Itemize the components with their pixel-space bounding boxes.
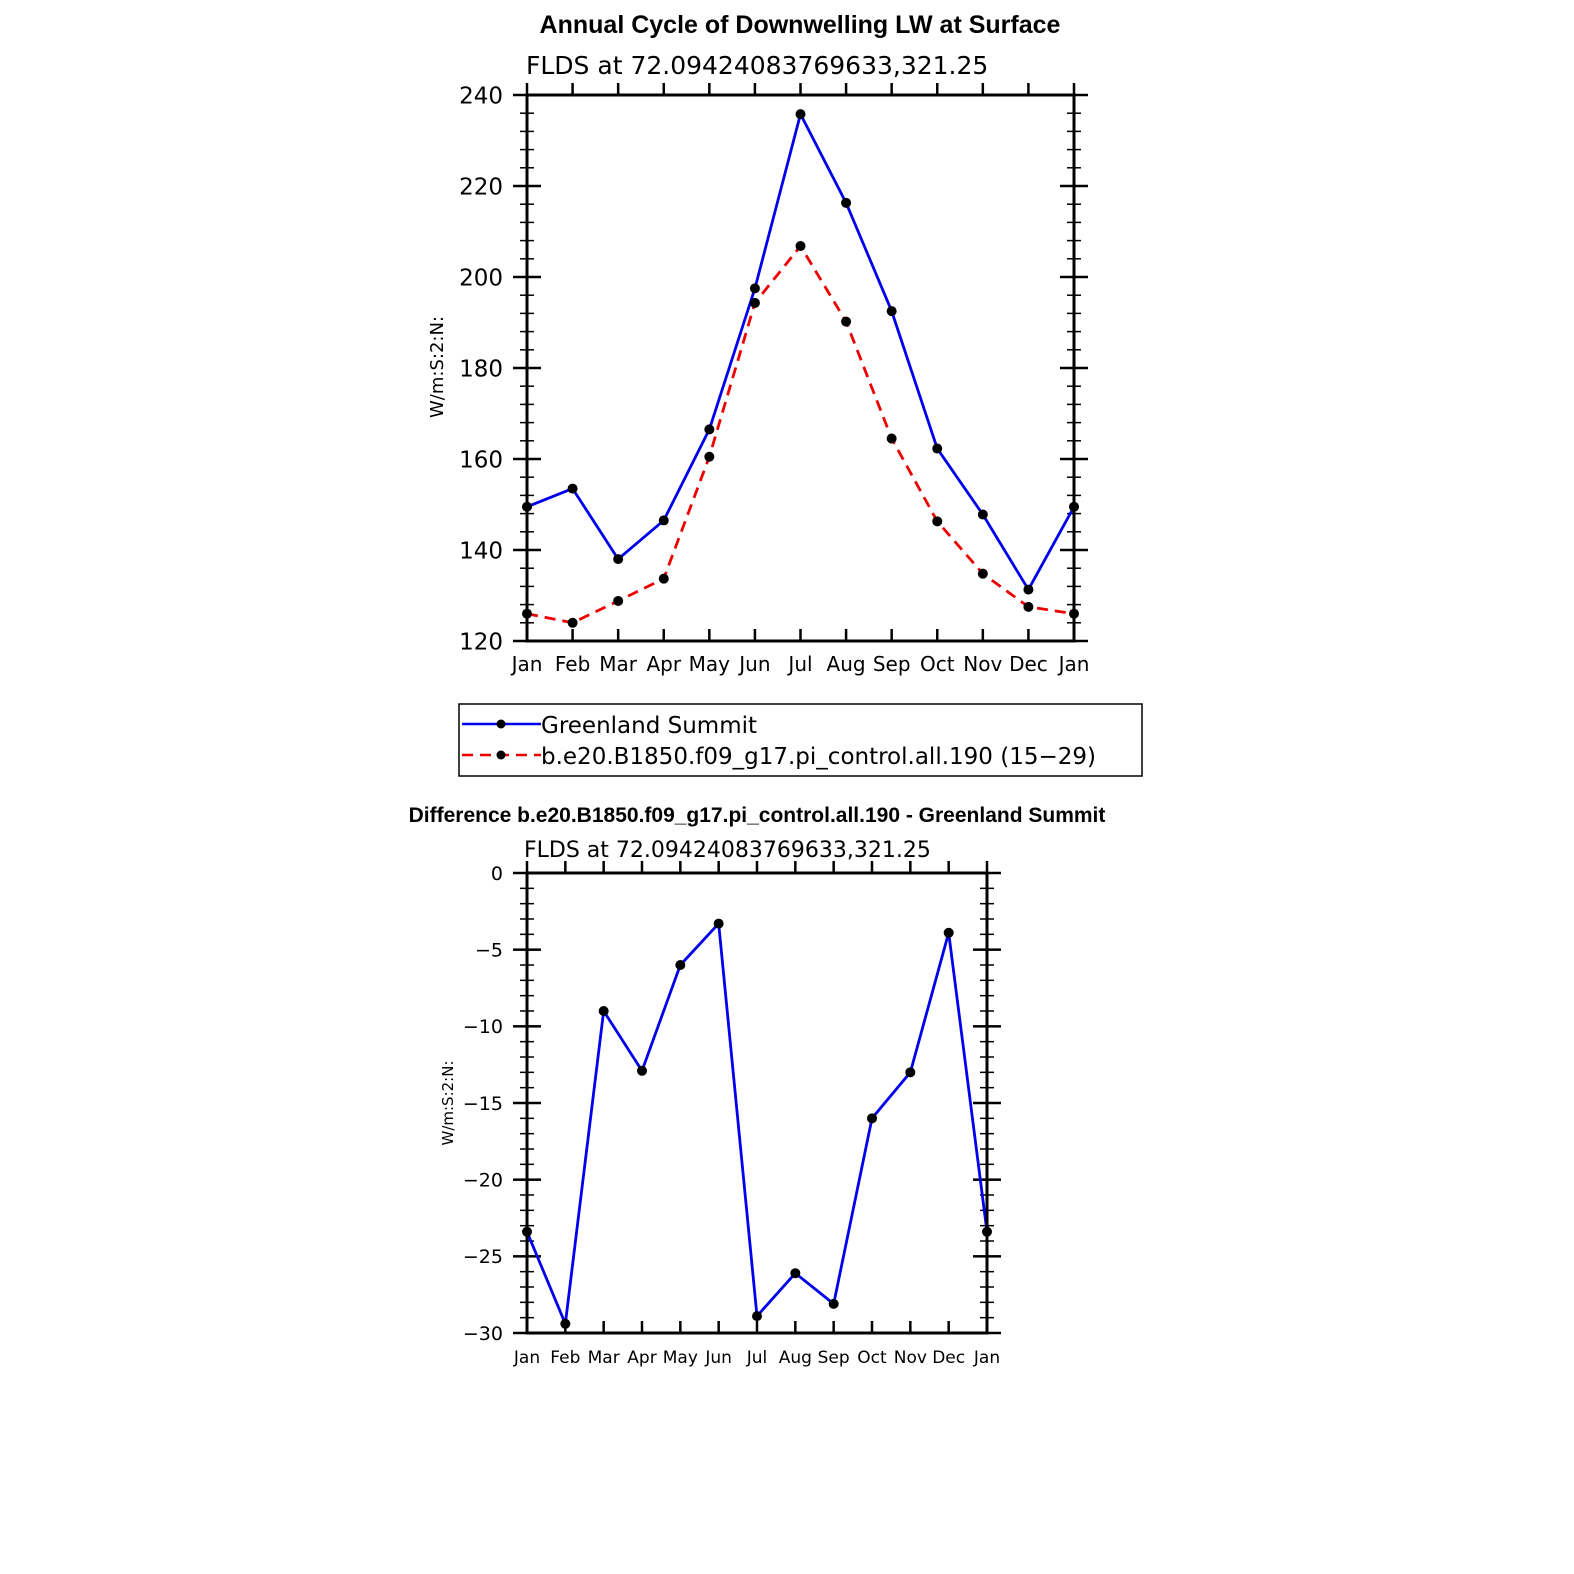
bottom-y-tick-label: −20 bbox=[462, 1169, 503, 1192]
top-y-tick-label: 180 bbox=[459, 356, 503, 383]
top-y-axis-label: W/m:S:2:N: bbox=[427, 316, 448, 418]
bottom-y-tick-label: −25 bbox=[462, 1246, 503, 1269]
top-series-1-point bbox=[1023, 602, 1033, 612]
bottom-x-tick-label: Nov bbox=[893, 1348, 927, 1368]
bottom-series-line-0 bbox=[527, 924, 987, 1324]
top-series-1-point bbox=[978, 569, 988, 579]
bottom-series-0-point bbox=[905, 1067, 915, 1077]
top-series-1-point bbox=[704, 452, 714, 462]
top-x-tick-label: Jan bbox=[511, 652, 543, 676]
bottom-x-tick-label: Jan bbox=[973, 1348, 1001, 1368]
bottom-plot-frame bbox=[527, 873, 987, 1333]
bottom-series-0-point bbox=[944, 928, 954, 938]
legend-label-model: b.e20.B1850.f09_g17.pi_control.all.190 (15−29) bbox=[541, 744, 1096, 770]
top-x-tick-label: Aug bbox=[826, 652, 866, 676]
bottom-x-tick-label: Aug bbox=[778, 1348, 812, 1368]
bottom-series-0-point bbox=[599, 1006, 609, 1016]
top-y-tick-label: 200 bbox=[459, 265, 503, 292]
top-series-1-point bbox=[841, 317, 851, 327]
bottom-y-tick-label: −15 bbox=[462, 1092, 503, 1115]
top-series-0-point bbox=[750, 283, 760, 293]
top-panel bbox=[427, 11, 1142, 776]
bottom-chart-subtitle: FLDS at 72.09424083769633,321.25 bbox=[524, 838, 931, 863]
bottom-y-tick-label: 0 bbox=[490, 862, 503, 885]
bottom-x-tick-label: Jun bbox=[705, 1348, 732, 1368]
top-series-0-point bbox=[978, 510, 988, 520]
top-y-tick-label: 240 bbox=[459, 83, 503, 110]
top-x-tick-label: Nov bbox=[963, 652, 1003, 676]
top-series-0-point bbox=[613, 554, 623, 564]
legend-marker-model bbox=[497, 751, 506, 760]
bottom-series-0-point bbox=[752, 1311, 762, 1321]
bottom-series-0-point bbox=[867, 1113, 877, 1123]
top-series-1-point bbox=[932, 516, 942, 526]
top-series-1-point bbox=[796, 241, 806, 251]
top-x-tick-label: Jan bbox=[1058, 652, 1090, 676]
legend-marker-obs bbox=[497, 720, 506, 729]
top-x-tick-label: Mar bbox=[599, 652, 638, 676]
top-y-tick-label: 140 bbox=[459, 538, 503, 565]
bottom-series-0-point bbox=[829, 1299, 839, 1309]
top-series-0-point bbox=[568, 484, 578, 494]
bottom-x-tick-label: Oct bbox=[857, 1348, 887, 1368]
bottom-plot-area bbox=[463, 861, 1001, 1368]
top-plot-frame bbox=[527, 95, 1074, 641]
bottom-y-tick-label: −5 bbox=[474, 939, 503, 962]
bottom-x-tick-label: Jul bbox=[746, 1348, 768, 1368]
top-x-tick-label: Oct bbox=[919, 652, 955, 676]
top-plot-area bbox=[459, 83, 1089, 676]
top-series-1-point bbox=[568, 618, 578, 628]
top-series-0-point bbox=[1023, 585, 1033, 595]
top-x-tick-label: Jul bbox=[788, 652, 813, 676]
bottom-x-tick-label: Feb bbox=[550, 1348, 581, 1368]
bottom-chart-title: Difference b.e20.B1850.f09_g17.pi_control.all.190 - Greenland Summit bbox=[408, 804, 1106, 827]
bottom-y-axis-label: W/m:S:2:N: bbox=[439, 1060, 457, 1146]
bottom-y-tick-label: −30 bbox=[462, 1322, 503, 1345]
top-series-1-point bbox=[887, 434, 897, 444]
bottom-x-tick-label: Sep bbox=[817, 1348, 850, 1368]
top-series-0-point bbox=[704, 424, 714, 434]
top-series-1-point bbox=[750, 298, 760, 308]
legend-entry-model bbox=[462, 744, 1096, 770]
top-series-0-point bbox=[932, 444, 942, 454]
top-y-tick-label: 120 bbox=[459, 629, 503, 656]
bottom-series-0-point bbox=[790, 1268, 800, 1278]
top-x-tick-label: Apr bbox=[646, 652, 682, 676]
top-y-tick-label: 160 bbox=[459, 447, 503, 474]
top-series-0-point bbox=[796, 109, 806, 119]
top-x-tick-label: Jun bbox=[739, 652, 771, 676]
top-chart-title: Annual Cycle of Downwelling LW at Surface bbox=[539, 11, 1061, 39]
top-x-tick-label: May bbox=[688, 652, 731, 676]
top-x-tick-label: Dec bbox=[1009, 652, 1048, 676]
top-x-tick-label: Sep bbox=[872, 652, 911, 676]
bottom-series-0-point bbox=[714, 919, 724, 929]
bottom-y-tick-label: −10 bbox=[462, 1016, 503, 1039]
bottom-x-tick-label: Apr bbox=[627, 1348, 657, 1368]
top-series-1-point bbox=[613, 596, 623, 606]
top-series-line-0 bbox=[527, 114, 1074, 589]
bottom-series-0-point bbox=[637, 1066, 647, 1076]
top-series-0-point bbox=[841, 198, 851, 208]
bottom-series-0-point bbox=[560, 1319, 570, 1329]
bottom-panel bbox=[409, 804, 1106, 1368]
bottom-x-tick-label: Mar bbox=[587, 1348, 620, 1368]
top-y-tick-label: 220 bbox=[459, 174, 503, 201]
legend-label-obs: Greenland Summit bbox=[541, 713, 758, 739]
top-series-0-point bbox=[887, 306, 897, 316]
bottom-x-tick-label: May bbox=[662, 1348, 698, 1368]
top-x-tick-label: Feb bbox=[554, 652, 591, 676]
top-series-1-point bbox=[659, 574, 669, 584]
bottom-x-tick-label: Jan bbox=[513, 1348, 541, 1368]
bottom-series-0-point bbox=[675, 960, 685, 970]
top-chart-subtitle: FLDS at 72.09424083769633,321.25 bbox=[526, 51, 989, 80]
top-series-line-1 bbox=[527, 246, 1074, 623]
top-series-0-point bbox=[659, 515, 669, 525]
bottom-x-tick-label: Dec bbox=[932, 1348, 966, 1368]
top-legend bbox=[459, 704, 1142, 776]
